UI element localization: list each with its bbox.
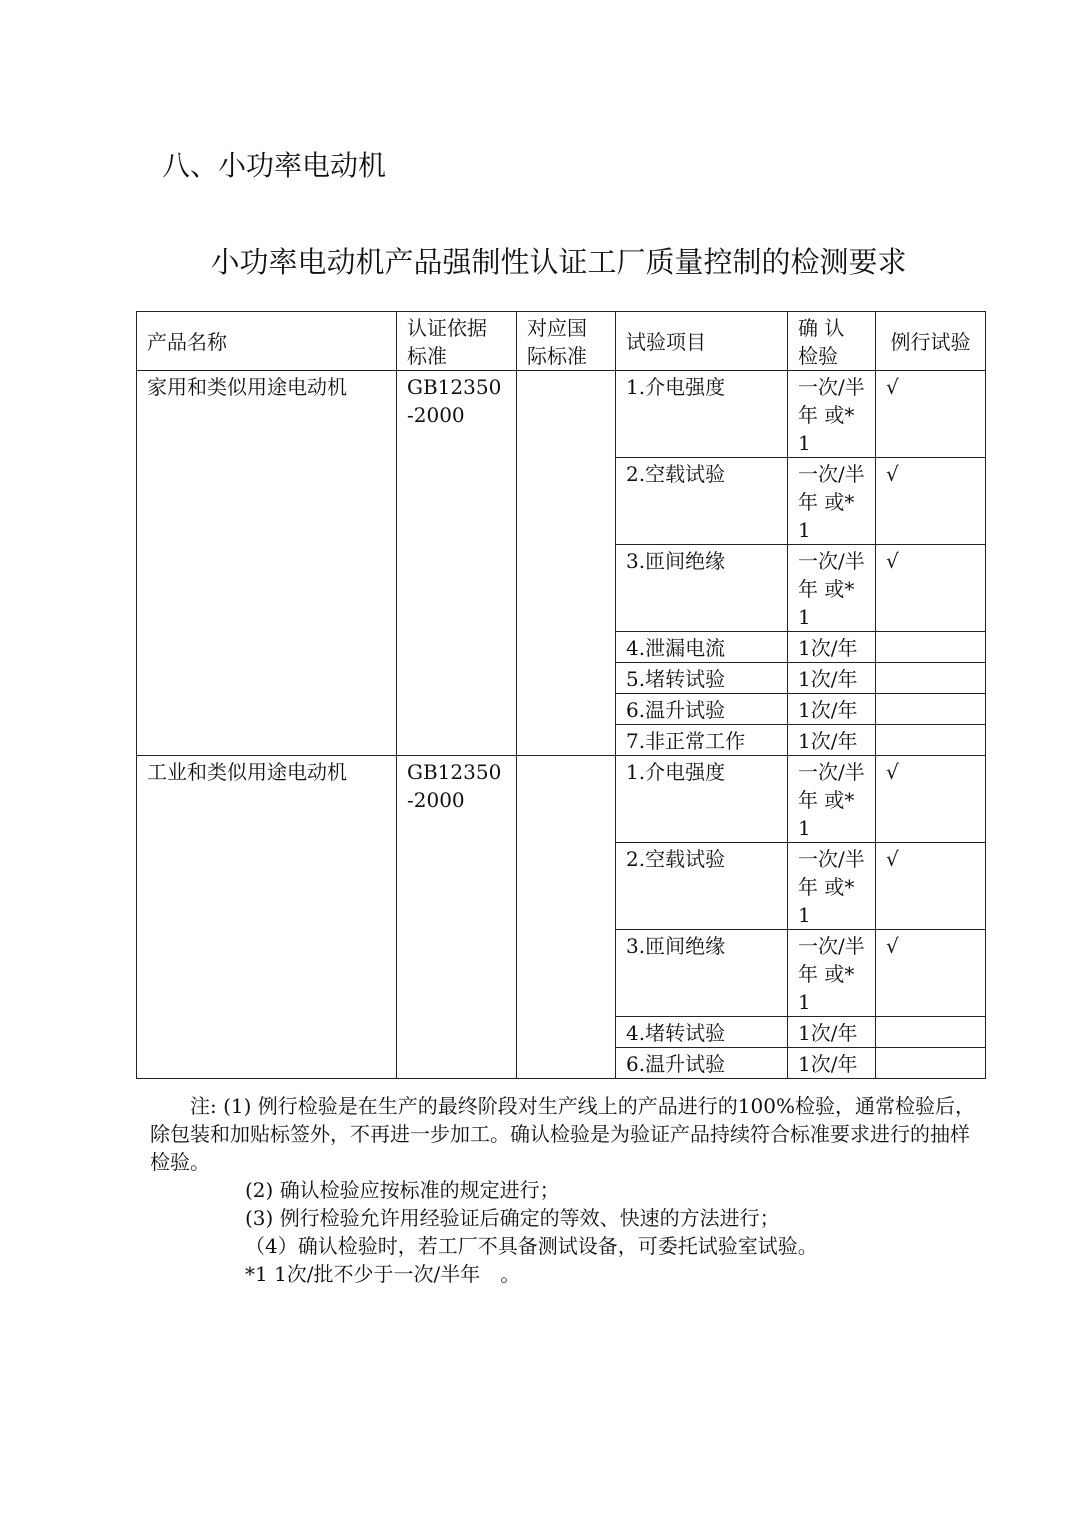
standard-cell: GB12350-2000 [397, 756, 517, 1079]
routine-check-cell: √ [876, 458, 986, 545]
test-item-cell: 1.介电强度 [616, 371, 788, 458]
product-name-cell: 工业和类似用途电动机 [137, 756, 397, 1079]
note-3: (3) 例行检验允许用经验证后确定的等效、快速的方法进行； [245, 1206, 780, 1230]
table-row [137, 371, 986, 458]
intl-standard-cell [517, 371, 616, 756]
header-test-item: 试验项目 [616, 312, 788, 371]
confirm-frequency-cell: 1次/年 [788, 694, 876, 725]
confirm-frequency-cell: 1次/年 [788, 663, 876, 694]
header-standard: 认证依据标准 [397, 312, 517, 371]
routine-check-cell: √ [876, 756, 986, 843]
routine-check-cell [876, 694, 986, 725]
routine-check-cell [876, 1048, 986, 1079]
confirm-frequency-cell: 1次/年 [788, 632, 876, 663]
note-2: (2) 确认检验应按标准的规定进行； [245, 1178, 560, 1202]
routine-check-cell: √ [876, 371, 986, 458]
routine-check-cell [876, 632, 986, 663]
test-item-cell: 3.匝间绝缘 [616, 930, 788, 1017]
test-item-cell: 6.温升试验 [616, 694, 788, 725]
standard-cell: GB12350-2000 [397, 371, 517, 756]
product-name-cell: 家用和类似用途电动机 [137, 371, 397, 756]
confirm-frequency-cell: 1次/年 [788, 1048, 876, 1079]
routine-check-cell: √ [876, 545, 986, 632]
confirm-frequency-cell: 一次/半 年 或*1 [788, 371, 876, 458]
routine-check-cell [876, 1017, 986, 1048]
test-item-cell: 4.泄漏电流 [616, 632, 788, 663]
routine-check-cell [876, 725, 986, 756]
header-product: 产品名称 [137, 312, 397, 371]
header-intl-standard: 对应国际标准 [517, 312, 616, 371]
confirm-frequency-cell: 一次/半 年 或*1 [788, 458, 876, 545]
note-4: （4）确认检验时，若工厂不具备测试设备，可委托试验室试验。 [245, 1234, 818, 1258]
intl-standard-cell [517, 756, 616, 1079]
test-item-cell: 3.匝间绝缘 [616, 545, 788, 632]
note-1: 注: (1) 例行检验是在生产的最终阶段对生产线上的产品进行的100%检验，通常检验后，除包装和加贴标签外，不再进一步加工。确认检验是为验证产品持续符合标准要求进行的抽样检验。 [150, 1094, 975, 1174]
table-row [137, 756, 986, 843]
confirm-frequency-cell: 1次/年 [788, 1017, 876, 1048]
routine-check-cell [876, 663, 986, 694]
confirm-frequency-cell: 一次/半 年 或*1 [788, 756, 876, 843]
header-confirm-test: 确 认 检验 [788, 312, 876, 371]
confirm-frequency-cell: 一次/半 年 或*1 [788, 843, 876, 930]
table-header-row [137, 312, 986, 371]
test-item-cell: 6.温升试验 [616, 1048, 788, 1079]
confirm-frequency-cell: 一次/半 年 或*1 [788, 545, 876, 632]
routine-check-cell: √ [876, 930, 986, 1017]
test-item-cell: 2.空载试验 [616, 458, 788, 545]
document-title: 小功率电动机产品强制性认证工厂质量控制的检测要求 [210, 245, 907, 279]
routine-check-cell: √ [876, 843, 986, 930]
header-routine-test: 例行试验 [876, 312, 986, 371]
test-item-cell: 1.介电强度 [616, 756, 788, 843]
note-5: *1 1次/批不少于一次/半年 。 [245, 1262, 521, 1286]
test-item-cell: 4.堵转试验 [616, 1017, 788, 1048]
section-heading: 八、小功率电动机 [162, 149, 387, 182]
confirm-frequency-cell: 一次/半 年 或*1 [788, 930, 876, 1017]
requirements-table [136, 311, 986, 1079]
test-item-cell: 5.堵转试验 [616, 663, 788, 694]
notes-section [150, 1092, 975, 1288]
test-item-cell: 2.空载试验 [616, 843, 788, 930]
test-item-cell: 7.非正常工作 [616, 725, 788, 756]
confirm-frequency-cell: 1次/年 [788, 725, 876, 756]
